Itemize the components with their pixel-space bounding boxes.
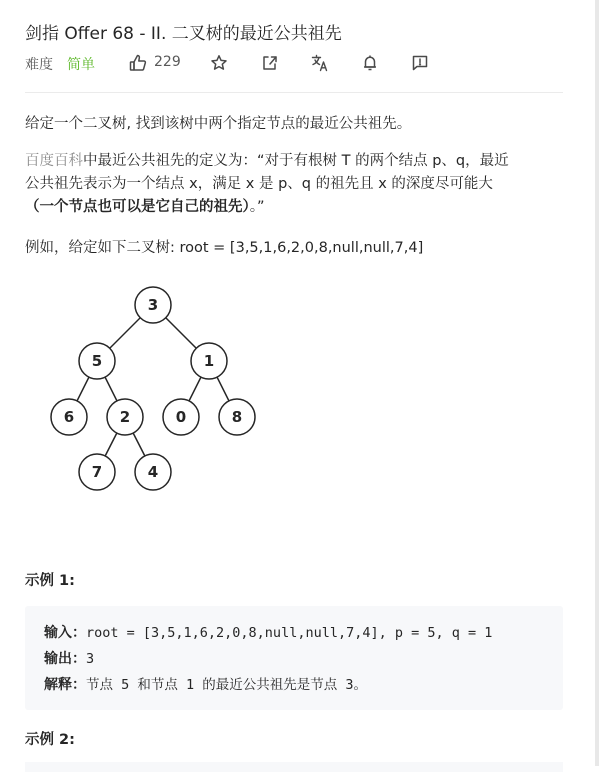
example-explain-line	[44, 673, 367, 694]
description-paragraph-2	[25, 150, 570, 219]
example-1-code-block	[25, 606, 563, 710]
bell-icon[interactable]	[361, 54, 379, 72]
tree-node-label: 1	[203, 352, 215, 370]
likes-count: 229	[154, 54, 181, 70]
example-input-line	[44, 622, 492, 642]
definition-text-a: 中最近公共祖先的定义为：“对于有根树 T 的两个结点 p、q，最近	[83, 153, 509, 169]
example-1-heading: 示例 1:	[25, 573, 75, 589]
definition-text-b: 公共祖先表示为一个结点 x，满足 x 是 p、q 的祖先且 x 的深度尽可能大	[25, 176, 493, 192]
output-value: 3	[86, 651, 95, 667]
problem-meta-bar	[25, 53, 563, 75]
tree-node-label: 0	[175, 408, 187, 426]
example-2-code-block	[25, 762, 563, 772]
binary-tree-diagram	[47, 285, 287, 495]
definition-bold-note: （一个节点也可以是它自己的祖先）	[25, 199, 250, 215]
example-2-heading: 示例 2:	[25, 732, 75, 748]
share-icon[interactable]	[261, 54, 279, 72]
tree-node-label: 8	[231, 408, 243, 426]
scrollbar-track[interactable]	[595, 0, 599, 766]
explain-label: 解释：	[44, 677, 86, 693]
input-label: 输入：	[44, 625, 86, 641]
difficulty-label: 难度	[25, 57, 53, 73]
translate-icon[interactable]	[311, 54, 329, 72]
description-paragraph-1: 给定一个二叉树, 找到该树中两个指定节点的最近公共祖先。	[25, 116, 412, 132]
description-paragraph-3: 例如，给定如下二叉树: root = [3,5,1,6,2,0,8,null,null,7,4]	[25, 240, 424, 256]
star-icon[interactable]	[210, 54, 228, 72]
example-output-line	[44, 648, 94, 668]
baidu-baike-link[interactable]: 百度百科	[25, 153, 83, 169]
tree-node-label: 5	[91, 352, 103, 370]
tree-node-label: 4	[147, 463, 159, 481]
input-value: root = [3,5,1,6,2,0,8,null,null,7,4], p = 5, q = 1	[86, 625, 493, 641]
tree-node-label: 3	[147, 296, 159, 314]
definition-text-end: 。”	[249, 199, 265, 215]
output-label: 输出：	[44, 651, 86, 667]
explain-value: 节点 5 和节点 1 的最近公共祖先是节点 3。	[86, 677, 368, 693]
header-divider	[25, 92, 563, 93]
thumbs-up-icon[interactable]	[128, 53, 148, 73]
feedback-icon[interactable]	[411, 54, 429, 72]
difficulty-value: 简单	[67, 57, 95, 73]
tree-node-label: 2	[119, 408, 131, 426]
tree-node-label: 6	[63, 408, 75, 426]
tree-node-label: 7	[91, 463, 103, 481]
problem-title: 剑指 Offer 68 - II. 二叉树的最近公共祖先	[25, 24, 342, 44]
